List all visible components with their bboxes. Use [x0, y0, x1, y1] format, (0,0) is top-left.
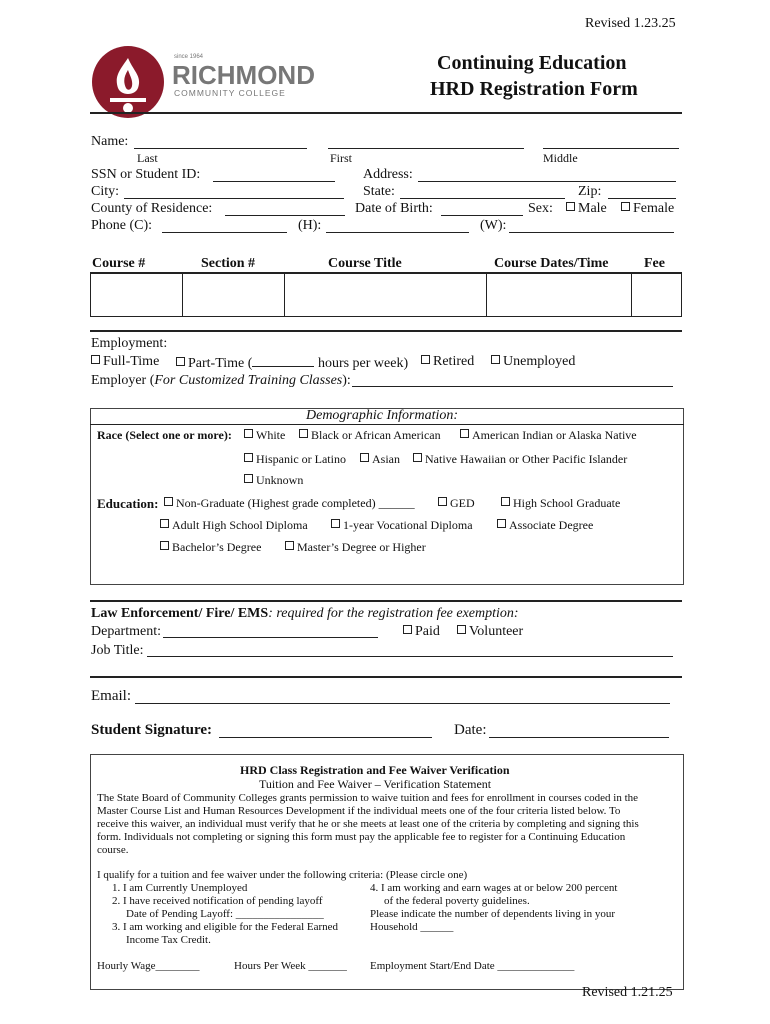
date-field[interactable]	[489, 737, 669, 738]
department-label: Department:	[91, 624, 161, 639]
edu-master[interactable]: Master’s Degree or Higher	[285, 540, 426, 555]
qualify-intro: I qualify for a tuition and fee waiver under the following criteria: (Please circle one)	[97, 869, 468, 881]
logo-since: since 1964	[174, 54, 204, 60]
checkbox-icon	[413, 453, 422, 462]
retired-checkbox[interactable]: Retired	[421, 354, 474, 370]
col-fee: Fee	[644, 256, 665, 271]
last-label: Last	[137, 151, 158, 165]
edu-bachelor[interactable]: Bachelor’s Degree	[160, 540, 261, 555]
header-rule	[90, 112, 682, 114]
checkbox-icon	[460, 429, 469, 438]
criteria-1: 1. I am Currently Unemployed	[112, 882, 248, 894]
revised-date-top: Revised 1.23.25	[585, 16, 676, 31]
checkbox-icon	[164, 497, 173, 506]
phone-work-label: (W):	[480, 218, 507, 233]
sex-label: Sex:	[528, 201, 553, 216]
job-title-field[interactable]	[147, 656, 673, 657]
address-field[interactable]	[418, 181, 676, 182]
phone-home-field[interactable]	[326, 232, 469, 233]
section-rule	[90, 600, 682, 602]
zip-field[interactable]	[608, 198, 676, 199]
checkbox-icon	[160, 541, 169, 550]
county-field[interactable]	[225, 215, 345, 216]
date-label: Date:	[454, 722, 487, 738]
education-label: Education:	[97, 496, 159, 511]
logo-name: RICHMOND	[172, 60, 315, 90]
col-course-title: Course Title	[328, 256, 402, 271]
waiver-paragraph: The State Board of Community Colleges grants permission to waive tuition and fees for enrollment in courses coded in the Master Course List and Human Resources Development if the individual meets one of the four criteria listed below. To receive this waiver, an individual must verify that he or she meets at least one of the criteria by completing and signing this form. Individuals not completing or signing this form must pay the applicable fee to register for a Continuing Education course.	[97, 792, 639, 856]
state-label: State:	[363, 184, 395, 199]
race-unknown[interactable]: Unknown	[244, 473, 303, 488]
dob-field[interactable]	[441, 215, 523, 216]
title-line-1: Continuing Education	[437, 52, 627, 74]
first-label: First	[330, 151, 353, 165]
signature-label: Student Signature:	[91, 722, 212, 738]
checkbox-icon	[497, 519, 506, 528]
checkbox-icon	[403, 625, 412, 634]
col-section-num: Section #	[201, 256, 256, 271]
criteria-3: 3. I am working and eligible for the Federal Earned	[112, 921, 339, 933]
city-field[interactable]	[124, 198, 344, 199]
revised-date-bottom: Revised 1.21.25	[582, 985, 673, 1000]
section-rule	[90, 676, 682, 678]
criteria-right: 4. I am working and earn wages at or below 200 percent of the federal poverty guidelines. Please indicate the number of dependents living in your Household ______	[370, 882, 618, 933]
checkbox-icon	[176, 357, 185, 366]
checkbox-icon	[457, 625, 466, 634]
checkbox-icon	[91, 355, 100, 364]
department-field[interactable]	[163, 637, 378, 638]
checkbox-icon	[244, 474, 253, 483]
checkbox-icon	[421, 355, 430, 364]
employer-field[interactable]	[352, 386, 673, 387]
checkbox-icon	[501, 497, 510, 506]
job-title-label: Job Title:	[91, 643, 144, 658]
checkbox-icon	[299, 429, 308, 438]
race-asian[interactable]: Asian	[360, 452, 400, 467]
sex-female-checkbox[interactable]: Female	[621, 201, 674, 217]
zip-label: Zip:	[578, 184, 602, 199]
checkbox-icon	[491, 355, 500, 364]
part-time-checkbox[interactable]: Part-Time ( hours per week)	[176, 354, 408, 372]
phone-cell-field[interactable]	[162, 232, 287, 233]
employment-label: Employment:	[91, 336, 168, 351]
checkbox-icon	[566, 202, 575, 211]
middle-name-field[interactable]	[543, 148, 679, 149]
address-label: Address:	[363, 167, 413, 182]
employment-dates-field[interactable]: Employment Start/End Date ______________	[370, 960, 575, 972]
paid-checkbox[interactable]: Paid	[403, 624, 440, 640]
ssn-field[interactable]	[213, 181, 335, 182]
law-enforcement-label: Law Enforcement/ Fire/ EMS: required for the registration fee exemption:	[91, 606, 519, 621]
edu-associate[interactable]: Associate Degree	[497, 518, 593, 533]
checkbox-icon	[244, 429, 253, 438]
full-time-checkbox[interactable]: Full-Time	[91, 354, 159, 370]
phone-work-field[interactable]	[509, 232, 674, 233]
name-label: Name:	[91, 134, 129, 149]
criteria-left: 1. I am Currently Unemployed 2. I have received notification of pending layoff Date of Pending Layoff: ________________ 3. I am working and eligible for the Federal Earned Income Tax Credit.	[112, 882, 339, 946]
email-label: Email:	[91, 688, 131, 704]
first-name-field[interactable]	[328, 148, 524, 149]
race-american-indian[interactable]: American Indian or Alaska Native	[460, 428, 637, 443]
checkbox-icon	[285, 541, 294, 550]
section-rule	[90, 330, 682, 332]
edu-vocational[interactable]: 1-year Vocational Diploma	[331, 518, 473, 533]
hourly-wage-field[interactable]: Hourly Wage________	[97, 960, 200, 972]
state-field[interactable]	[400, 198, 565, 199]
race-native-hawaiian[interactable]: Native Hawaiian or Other Pacific Islander	[413, 452, 627, 467]
sex-male-checkbox[interactable]: Male	[566, 201, 607, 217]
checkbox-icon	[438, 497, 447, 506]
city-label: City:	[91, 184, 120, 199]
volunteer-checkbox[interactable]: Volunteer	[457, 624, 523, 640]
email-field[interactable]	[135, 703, 670, 704]
waiver-title: HRD Class Registration and Fee Waiver Verification	[240, 763, 510, 777]
richmond-logo	[90, 44, 315, 122]
middle-label: Middle	[543, 151, 578, 165]
checkbox-icon	[621, 202, 630, 211]
col-course-dates: Course Dates/Time	[494, 256, 609, 271]
signature-field[interactable]	[219, 737, 432, 738]
race-hispanic[interactable]: Hispanic or Latino	[244, 452, 346, 467]
col-course-num: Course #	[92, 256, 146, 271]
ssn-label: SSN or Student ID:	[91, 167, 201, 182]
race-label: Race (Select one or more):	[97, 428, 232, 442]
waiver-subtitle: Tuition and Fee Waiver – Verification Statement	[259, 777, 492, 791]
unemployed-checkbox[interactable]: Unemployed	[491, 354, 575, 370]
race-black[interactable]: Black or African American	[299, 428, 441, 443]
logo-sub: COMMUNITY COLLEGE	[174, 88, 286, 98]
checkbox-icon	[244, 453, 253, 462]
employer-label: Employer (For Customized Training Classes):	[91, 373, 351, 388]
race-white[interactable]: White	[244, 428, 285, 443]
checkbox-icon	[331, 519, 340, 528]
hours-field[interactable]	[252, 354, 314, 367]
title-line-2: HRD Registration Form	[430, 78, 638, 100]
hours-per-week-field[interactable]: Hours Per Week _______	[234, 960, 347, 972]
table-top-rule	[90, 272, 682, 274]
last-name-field[interactable]	[134, 148, 307, 149]
demographic-title: Demographic Information:	[306, 408, 459, 423]
edu-adult-hs[interactable]: Adult High School Diploma	[160, 518, 308, 533]
criteria-2: 2. I have received notification of pending layoff	[112, 895, 323, 907]
checkbox-icon	[360, 453, 369, 462]
criteria-4: 4. I am working and earn wages at or below 200 percent	[370, 882, 618, 894]
edu-high-school[interactable]: High School Graduate	[501, 496, 620, 511]
phone-home-label: (H):	[298, 218, 322, 233]
edu-non-graduate[interactable]: Non-Graduate (Highest grade completed) ______	[164, 496, 415, 511]
dob-label: Date of Birth:	[355, 201, 433, 216]
edu-ged[interactable]: GED	[438, 496, 475, 511]
checkbox-icon	[160, 519, 169, 528]
table-bottom-rule	[90, 316, 682, 317]
county-label: County of Residence:	[91, 201, 213, 216]
phone-cell-label: Phone (C):	[91, 218, 153, 233]
